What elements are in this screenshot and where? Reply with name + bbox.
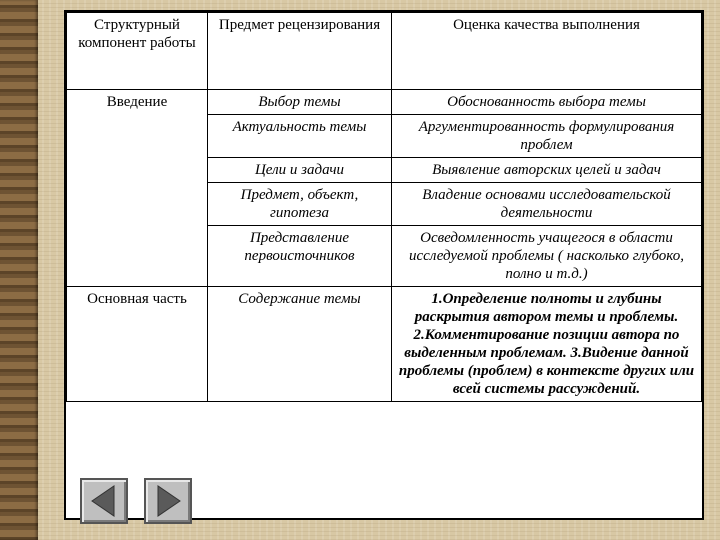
previous-slide-button[interactable] — [80, 478, 128, 524]
criterion-cell: Обоснованность выбора темы — [392, 90, 702, 115]
table-header-row — [67, 13, 702, 90]
criterion-cell: Осведомленность учащегося в области исследуемой проблемы ( насколько глубоко, полно и т.д.) — [392, 226, 702, 287]
subject-cell: Предмет, объект, гипотеза — [208, 183, 392, 226]
right-arrow-icon — [146, 480, 190, 522]
decorative-wood-strip — [0, 0, 38, 540]
table-row — [67, 90, 702, 115]
header-subject: Предмет рецензирования — [208, 13, 392, 90]
header-component: Структурный компонент работы — [67, 13, 208, 90]
subject-cell: Выбор темы — [208, 90, 392, 115]
review-criteria-slide — [64, 10, 704, 520]
criterion-cell: Аргументированность формулирования проблем — [392, 115, 702, 158]
review-criteria-table — [66, 12, 702, 402]
subject-cell: Актуальность темы — [208, 115, 392, 158]
component-cell: Основная часть — [67, 287, 208, 402]
subject-cell: Содержание темы — [208, 287, 392, 402]
next-slide-button[interactable] — [144, 478, 192, 524]
component-cell: Введение — [67, 90, 208, 287]
subject-cell: Представление первоисточников — [208, 226, 392, 287]
criterion-cell: Выявление авторских целей и задач — [392, 158, 702, 183]
header-criterion: Оценка качества выполнения — [392, 13, 702, 90]
subject-cell: Цели и задачи — [208, 158, 392, 183]
table-row — [67, 287, 702, 402]
criterion-cell: 1.Определение полноты и глубины раскрытия автором темы и проблемы. 2.Комментирование позиции автора по выделенным проблемам. 3.Видение данной проблемы (проблем) в контексте других или всей системы рассуждений. — [392, 287, 702, 402]
criterion-cell: Владение основами исследовательской деятельности — [392, 183, 702, 226]
left-arrow-icon — [82, 480, 126, 522]
